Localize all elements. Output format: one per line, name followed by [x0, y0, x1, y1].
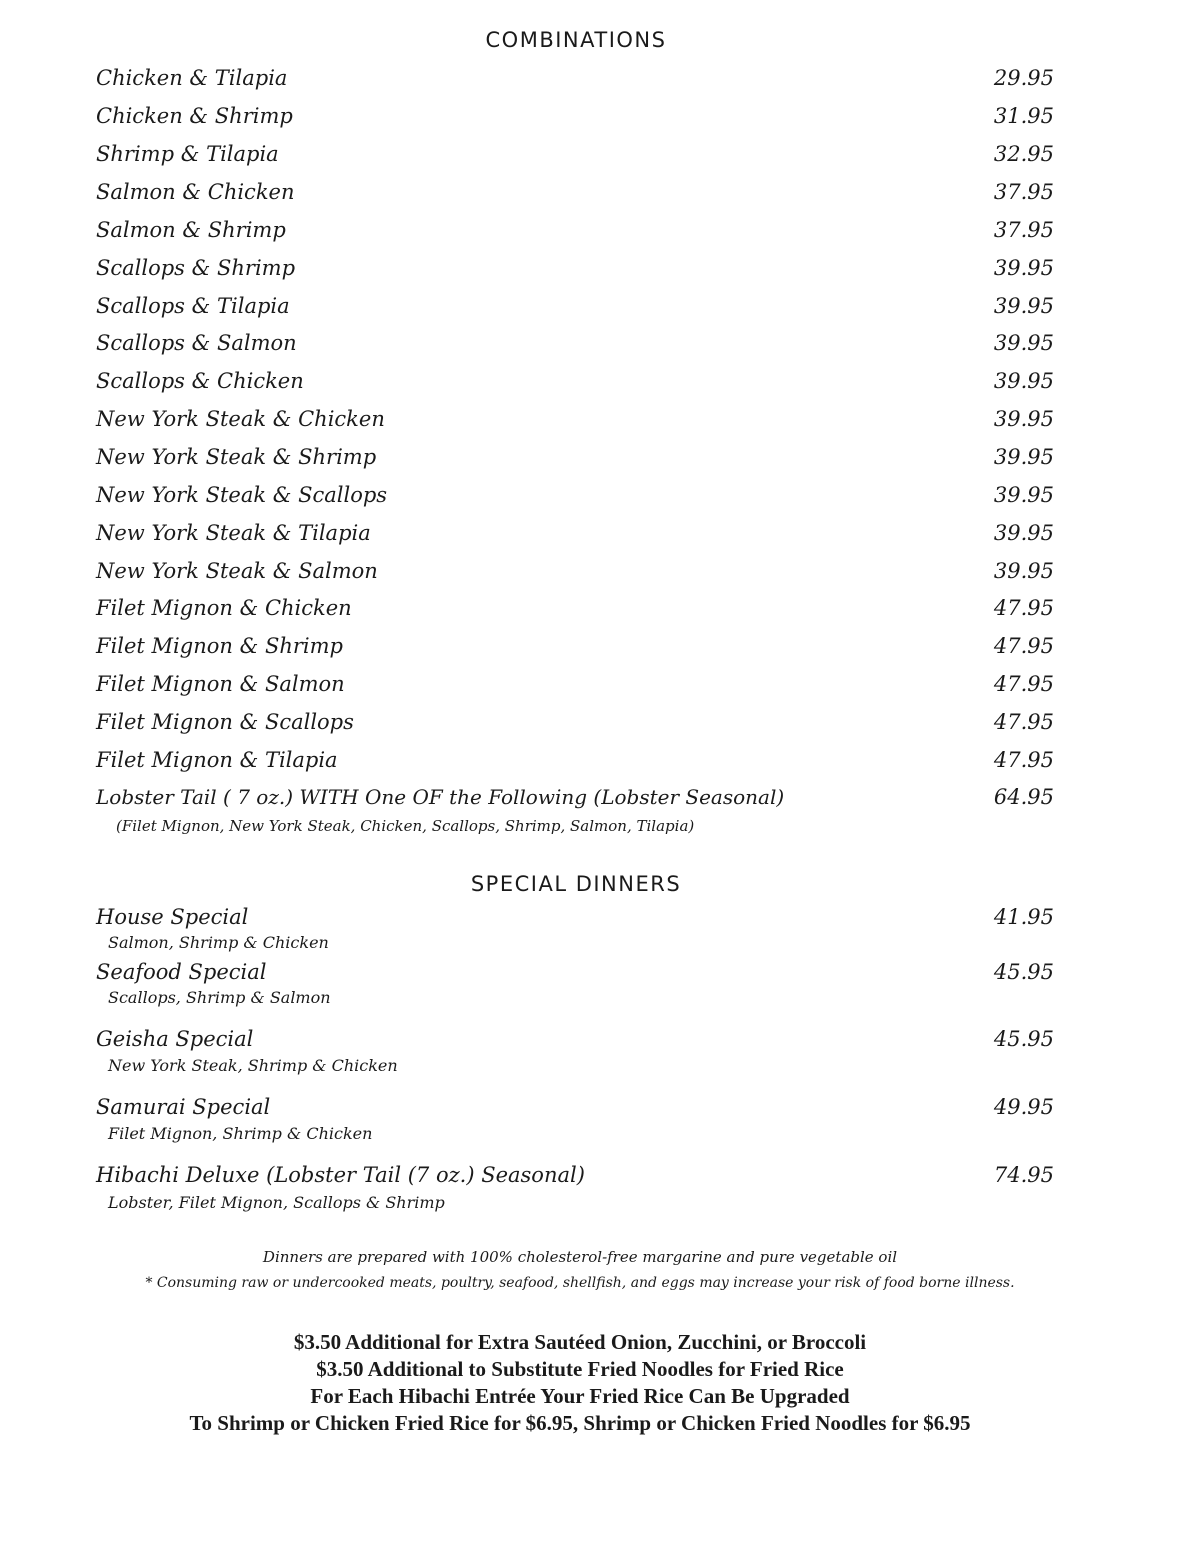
menu-item [96, 634, 1054, 672]
menu-item [96, 331, 1054, 369]
menu-item [96, 748, 1054, 786]
item-price: 49.95 [993, 1095, 1054, 1119]
menu-item [96, 180, 1054, 218]
combinations-heading: COMBINATIONS [485, 28, 667, 52]
item-name: Salmon & Chicken [96, 180, 295, 204]
menu-item [96, 445, 1054, 483]
menu-item [96, 407, 1054, 445]
item-price: 39.95 [993, 521, 1054, 545]
item-price: 45.95 [993, 1027, 1054, 1051]
item-name: Geisha Special [96, 1027, 254, 1051]
item-name: Chicken & Tilapia [96, 66, 288, 90]
item-name: Seafood Special [96, 960, 267, 984]
item-price: 32.95 [993, 142, 1054, 166]
addon-line: For Each Hibachi Entrée Your Fried Rice Can Be Upgraded [310, 1384, 850, 1408]
menu-item [96, 142, 1054, 180]
item-name: Samurai Special [96, 1095, 271, 1119]
menu-item [96, 710, 1054, 748]
item-name: New York Steak & Scallops [96, 483, 388, 507]
item-name: Hibachi Deluxe (Lobster Tail (7 oz.) Seasonal) [96, 1163, 585, 1187]
item-price: 47.95 [993, 634, 1054, 658]
item-price: 39.95 [993, 331, 1054, 355]
item-name: New York Steak & Chicken [96, 407, 385, 431]
item-price: 47.95 [993, 672, 1054, 696]
item-name: Salmon & Shrimp [96, 218, 286, 242]
item-price: 39.95 [993, 559, 1054, 583]
menu-item [96, 596, 1054, 634]
menu-item [96, 672, 1054, 710]
item-price: 39.95 [993, 256, 1054, 280]
item-name: Lobster Tail ( 7 oz.) WITH One OF the Following (Lobster Seasonal) [96, 785, 785, 809]
menu-item [96, 559, 1054, 597]
item-name: Scallops & Shrimp [96, 256, 296, 280]
item-price: 47.95 [993, 596, 1054, 620]
item-price: 39.95 [993, 445, 1054, 469]
item-name: Filet Mignon & Salmon [96, 672, 345, 696]
item-name: Shrimp & Tilapia [96, 142, 279, 166]
item-name: New York Steak & Tilapia [96, 521, 371, 545]
item-name: New York Steak & Salmon [96, 559, 378, 583]
food-safety-warning: * Consuming raw or undercooked meats, poultry, seafood, shellfish, and eggs may increase your risk of food borne illness. [145, 1275, 1015, 1291]
item-description: Salmon, Shrimp & Chicken [108, 933, 329, 952]
item-name: Chicken & Shrimp [96, 104, 293, 128]
item-price: 47.95 [993, 710, 1054, 734]
item-price: 74.95 [993, 1163, 1054, 1187]
item-name: Filet Mignon & Scallops [96, 710, 354, 734]
menu-item [96, 483, 1054, 521]
menu-item [96, 521, 1054, 559]
item-name: Filet Mignon & Shrimp [96, 634, 343, 658]
special-dinners-heading: SPECIAL DINNERS [470, 872, 682, 896]
special-item [96, 1163, 1054, 1215]
menu-item [96, 294, 1054, 332]
item-name: House Special [96, 905, 249, 929]
item-name: Scallops & Chicken [96, 369, 304, 393]
item-name: Scallops & Tilapia [96, 294, 290, 318]
item-name: New York Steak & Shrimp [96, 445, 377, 469]
menu-item [96, 218, 1054, 256]
item-price: 64.95 [993, 785, 1054, 809]
item-description: (Filet Mignon, New York Steak, Chicken, Scallops, Shrimp, Salmon, Tilapia) [116, 817, 695, 835]
addon-line: $3.50 Additional to Substitute Fried Noodles for Fried Rice [316, 1357, 844, 1381]
item-description: New York Steak, Shrimp & Chicken [108, 1056, 398, 1075]
menu-item [96, 369, 1054, 407]
item-name: Filet Mignon & Tilapia [96, 748, 338, 772]
item-price: 39.95 [993, 407, 1054, 431]
special-item [96, 960, 1054, 1012]
special-item [96, 1027, 1054, 1079]
item-price: 39.95 [993, 369, 1054, 393]
item-price: 39.95 [993, 294, 1054, 318]
special-item [96, 1095, 1054, 1147]
item-price: 47.95 [993, 748, 1054, 772]
item-name: Filet Mignon & Chicken [96, 596, 352, 620]
item-price: 45.95 [993, 960, 1054, 984]
menu-item [96, 104, 1054, 142]
addon-line: To Shrimp or Chicken Fried Rice for $6.95, Shrimp or Chicken Fried Noodles for $6.95 [189, 1411, 971, 1435]
item-price: 41.95 [993, 905, 1054, 929]
item-name: Scallops & Salmon [96, 331, 297, 355]
menu-item [96, 256, 1054, 294]
addon-line: $3.50 Additional for Extra Sautéed Onion, Zucchini, or Broccoli [293, 1330, 867, 1354]
item-description: Filet Mignon, Shrimp & Chicken [108, 1124, 373, 1143]
item-price: 29.95 [993, 66, 1054, 90]
item-description: Scallops, Shrimp & Salmon [108, 988, 331, 1007]
menu-item [96, 66, 1054, 104]
item-price: 31.95 [993, 104, 1054, 128]
item-price: 37.95 [993, 180, 1054, 204]
menu-item-lobster [96, 785, 1054, 845]
item-price: 37.95 [993, 218, 1054, 242]
item-description: Lobster, Filet Mignon, Scallops & Shrimp [108, 1193, 445, 1212]
special-item [96, 905, 1054, 957]
preparation-note: Dinners are prepared with 100% cholesterol-free margarine and pure vegetable oil [262, 1248, 898, 1266]
item-price: 39.95 [993, 483, 1054, 507]
